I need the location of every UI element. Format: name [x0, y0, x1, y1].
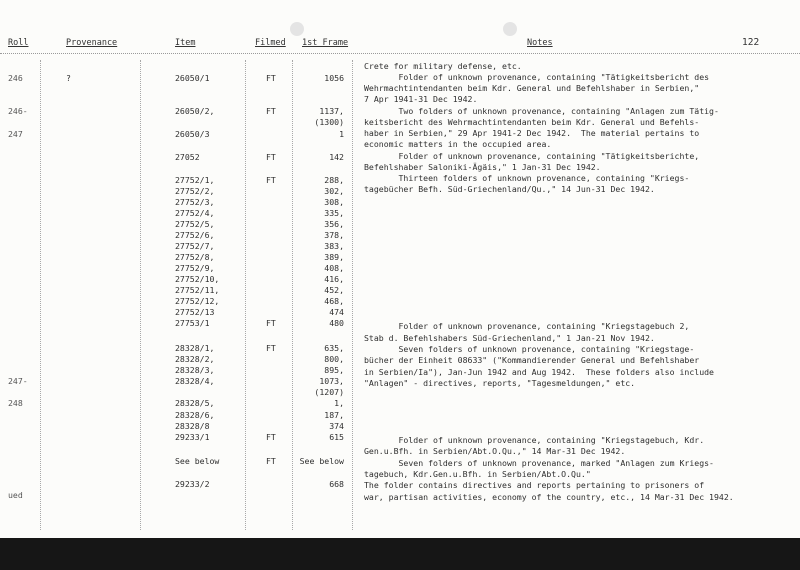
notes-line: The folder contains directives and reports pertaining to prisoners of [364, 480, 705, 490]
item-cell: 27752/10, [175, 274, 220, 284]
first-frame-cell: 408, [324, 263, 344, 273]
column-rule [292, 60, 293, 530]
notes-line: Folder of unknown provenance, containing "Kriegstagebuch 2, [364, 321, 690, 331]
item-cell: 27752/11, [175, 285, 220, 295]
roll-cell: 247- [8, 376, 28, 386]
filmed-cell: FT [266, 106, 276, 116]
item-cell: 27752/5, [175, 219, 215, 229]
first-frame-cell: 142 [329, 152, 344, 162]
item-cell: 28328/1, [175, 343, 215, 353]
notes-line: Crete for military defense, etc. [364, 61, 522, 71]
column-rule [40, 60, 41, 530]
first-frame-cell: 1, [334, 398, 344, 408]
item-cell: 27052 [175, 152, 200, 162]
item-cell: 26050/1 [175, 73, 210, 83]
page-number: 122 [742, 37, 760, 48]
notes-line: Two folders of unknown provenance, containing "Anlagen zum Tätig- [364, 106, 719, 116]
header-item: Item [175, 38, 196, 48]
first-frame-cell: 1137, [319, 106, 344, 116]
item-cell: 27752/13 [175, 307, 215, 317]
first-frame-cell: 374 [329, 421, 344, 431]
first-frame-cell: 335, [324, 208, 344, 218]
item-cell: 27752/7, [175, 241, 215, 251]
filmed-cell: FT [266, 343, 276, 353]
punch-hole [503, 22, 517, 36]
column-rule [245, 60, 246, 530]
item-cell: 28328/8 [175, 421, 210, 431]
provenance-cell: ? [66, 73, 71, 83]
first-frame-cell: 187, [324, 410, 344, 420]
notes-line: Wehrmachtintendanten beim Kdr. General und Befehlshaber in Serbien," [364, 83, 700, 93]
header-notes: Notes [527, 38, 553, 48]
column-rule [352, 60, 353, 530]
roll-cell: ued [8, 490, 23, 500]
first-frame-cell: 389, [324, 252, 344, 262]
notes-line: Folder of unknown provenance, containing "Kriegstagebuch, Kdr. [364, 435, 705, 445]
item-cell: 28328/2, [175, 354, 215, 364]
first-frame-cell: See below [299, 456, 344, 466]
item-cell: 27752/2, [175, 186, 215, 196]
notes-line: Befehlshaber Saloniki-Ägäis," 1 Jan-31 Dec 1942. [364, 162, 601, 172]
first-frame-cell: 635, [324, 343, 344, 353]
notes-line: tagebuch, Kdr.Gen.u.Bfh. in Serbien/Abt.O.Qu." [364, 469, 591, 479]
item-cell: 27752/8, [175, 252, 215, 262]
item-cell: See below [175, 456, 220, 466]
notes-line: 7 Apr 1941-31 Dec 1942. [364, 94, 478, 104]
first-frame-cell: 288, [324, 175, 344, 185]
notes-line: haber in Serbien," 29 Apr 1941-2 Dec 1942. The material pertains to [364, 128, 700, 138]
item-cell: 26050/2, [175, 106, 215, 116]
notes-line: in Serbien/Ia"), Jan-Jun 1942 and Aug 1942. These folders also include [364, 367, 714, 377]
item-cell: 28328/3, [175, 365, 215, 375]
filmed-cell: FT [266, 175, 276, 185]
notes-line: Folder of unknown provenance, containing "Tätigkeitsbericht des [364, 72, 710, 82]
header-first-frame: 1st Frame [302, 38, 349, 48]
first-frame-cell: 615 [329, 432, 344, 442]
roll-cell: 247 [8, 129, 23, 139]
first-frame-cell: 356, [324, 219, 344, 229]
item-cell: 27753/1 [175, 318, 210, 328]
item-cell: 29233/1 [175, 432, 210, 442]
first-frame-cell: 480 [329, 318, 344, 328]
filmed-cell: FT [266, 318, 276, 328]
notes-line: bücher der Einheit 08633" ("Kommandierender General und Befehlshaber [364, 355, 700, 365]
notes-line: war, partisan activities, economy of the country, etc., 14 Mar-31 Dec 1942. [364, 492, 734, 502]
notes-line: Folder of unknown provenance, containing "Tätigkeitsberichte, [364, 151, 700, 161]
notes-line: Seven folders of unknown provenance, marked "Anlagen zum Kriegs- [364, 458, 714, 468]
filmed-cell: FT [266, 432, 276, 442]
notes-line: keitsbericht des Wehrmachtintendanten beim Kdr. General und Befehls- [364, 117, 700, 127]
first-frame-cell: (1207) [314, 387, 344, 397]
item-cell: 27752/4, [175, 208, 215, 218]
filmed-cell: FT [266, 152, 276, 162]
filmed-cell: FT [266, 456, 276, 466]
header-filmed: Filmed [255, 38, 286, 48]
first-frame-cell: 668 [329, 479, 344, 489]
first-frame-cell: 383, [324, 241, 344, 251]
item-cell: 27752/6, [175, 230, 215, 240]
header-rule [0, 53, 800, 54]
item-cell: 28328/4, [175, 376, 215, 386]
notes-line: Seven folders of unknown provenance, containing "Kriegstage- [364, 344, 695, 354]
first-frame-cell: 308, [324, 197, 344, 207]
header-provenance: Provenance [66, 38, 118, 48]
roll-cell: 248 [8, 398, 23, 408]
first-frame-cell: 302, [324, 186, 344, 196]
item-cell: 28328/5, [175, 398, 215, 408]
first-frame-cell: 1 [339, 129, 344, 139]
item-cell: 27752/3, [175, 197, 215, 207]
punch-hole [290, 22, 304, 36]
item-cell: 28328/6, [175, 410, 215, 420]
first-frame-cell: 474 [329, 307, 344, 317]
notes-line: "Anlagen" - directives, reports, "Tagesmeldungen," etc. [364, 378, 636, 388]
notes-line: economic matters in the occupied area. [364, 139, 552, 149]
film-edge [0, 538, 800, 570]
notes-line: Thirteen folders of unknown provenance, containing "Kriegs- [364, 173, 690, 183]
column-rule [140, 60, 141, 530]
roll-cell: 246- [8, 106, 28, 116]
header-roll: Roll [8, 38, 29, 48]
item-cell: 27752/1, [175, 175, 215, 185]
first-frame-cell: 468, [324, 296, 344, 306]
first-frame-cell: 452, [324, 285, 344, 295]
item-cell: 27752/9, [175, 263, 215, 273]
first-frame-cell: 378, [324, 230, 344, 240]
item-cell: 29233/2 [175, 479, 210, 489]
notes-line: Stab d. Befehlshabers Süd-Griechenland," 1 Jan-21 Nov 1942. [364, 333, 655, 343]
item-cell: 27752/12, [175, 296, 220, 306]
first-frame-cell: 1056 [324, 73, 344, 83]
first-frame-cell: 1073, [319, 376, 344, 386]
first-frame-cell: (1300) [314, 117, 344, 127]
first-frame-cell: 416, [324, 274, 344, 284]
first-frame-cell: 800, [324, 354, 344, 364]
roll-cell: 246 [8, 73, 23, 83]
filmed-cell: FT [266, 73, 276, 83]
notes-line: tagebücher Befh. Süd-Griechenland/Qu.," 14 Jun-31 Dec 1942. [364, 184, 655, 194]
first-frame-cell: 895, [324, 365, 344, 375]
item-cell: 26050/3 [175, 129, 210, 139]
notes-line: Gen.u.Bfh. in Serbien/Abt.O.Qu.," 14 Mar-31 Dec 1942. [364, 446, 626, 456]
